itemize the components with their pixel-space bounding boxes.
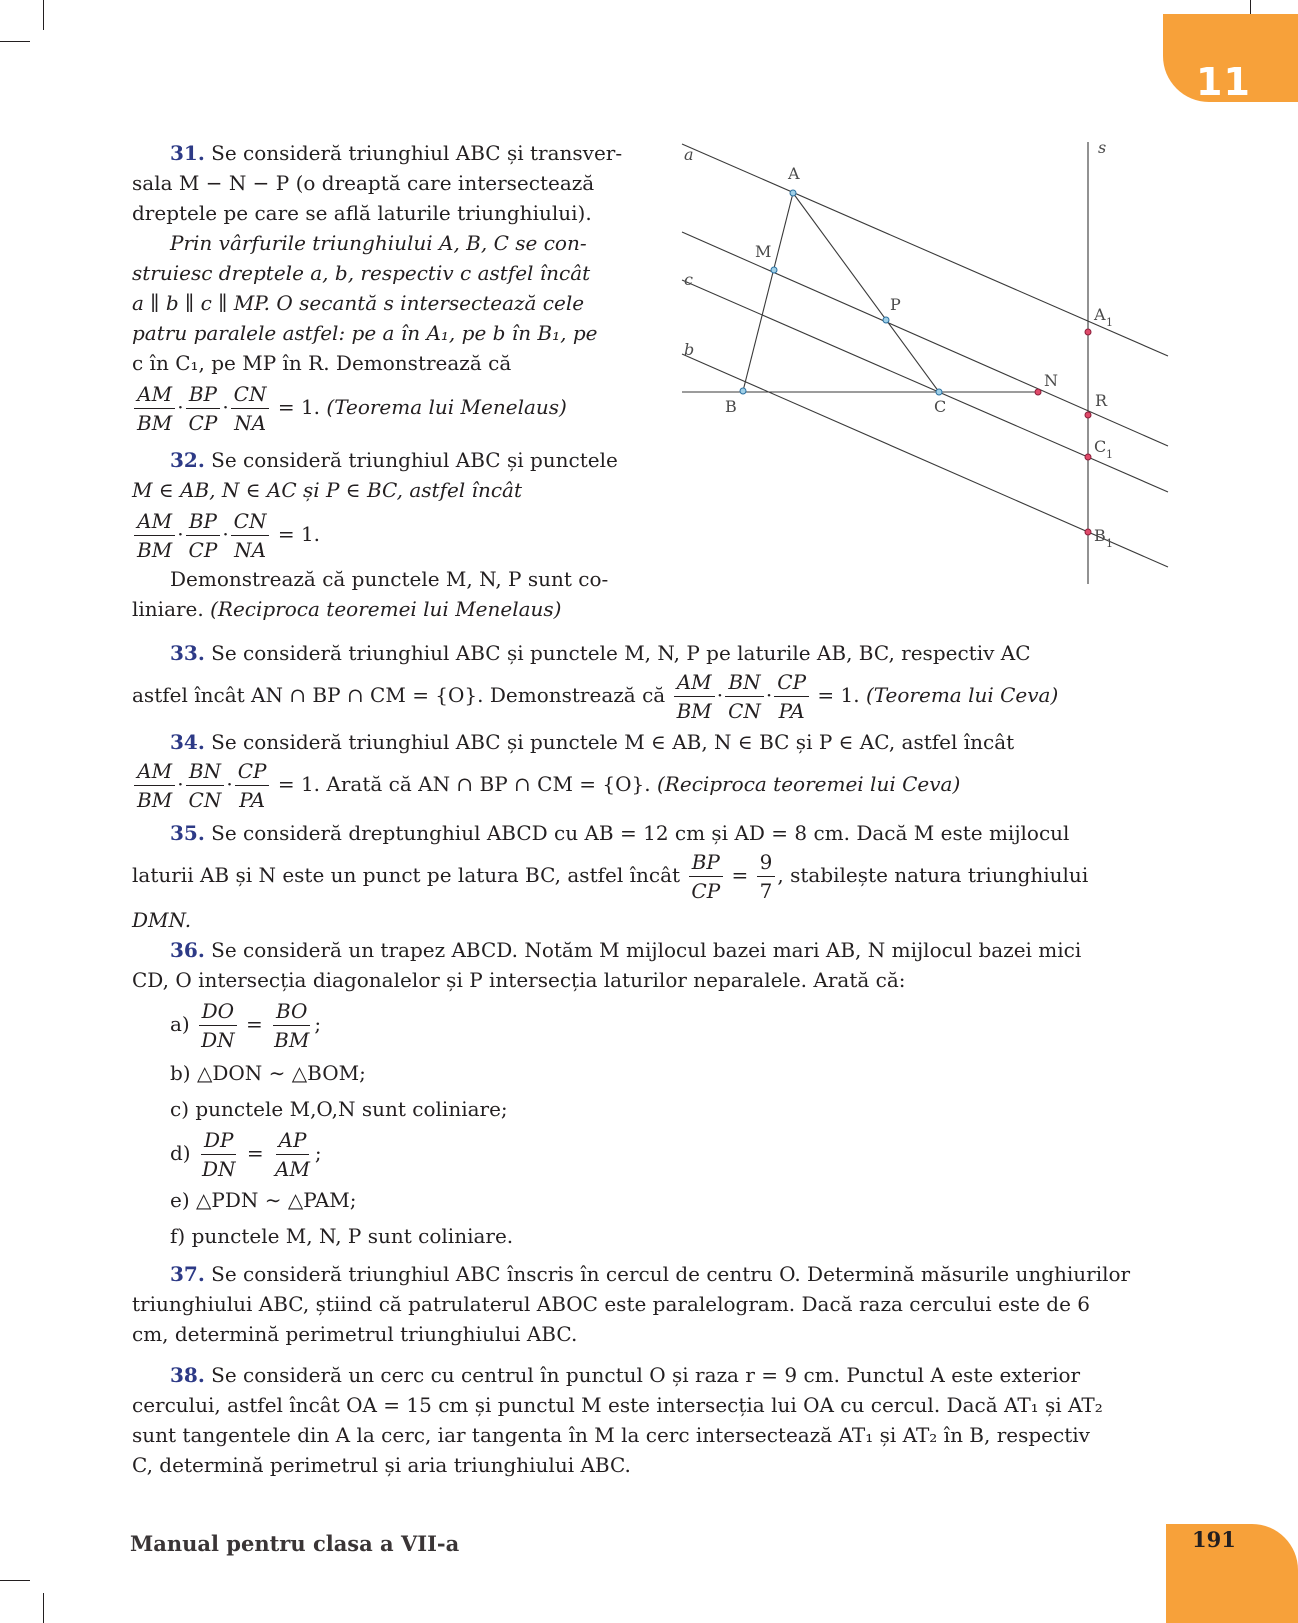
side-ac	[793, 193, 939, 392]
theorem-name: (Teorema lui Ceva)	[865, 683, 1059, 707]
exercise-number: 35.	[170, 821, 205, 845]
point-r	[1085, 412, 1091, 418]
fraction: $\frac{9}{7}$	[757, 848, 776, 905]
label-point-p: P	[890, 295, 901, 314]
equals-sign: =	[731, 863, 749, 887]
formula: $\frac{AM}{BM}$ · $\frac{BP}{CP}$ · $\frac{CN}{NA}$ = 1. (Teorema lui Menelaus)	[132, 380, 640, 437]
text-line: cm, determină perimetrul triunghiului ABC.	[132, 1322, 578, 1346]
text-line: cercului, astfel încât OA = 15 cm și punctul M este intersecția lui OA cu cercul. Dacă AT₁ și AT₂	[132, 1393, 1103, 1417]
label-b-line: b	[684, 340, 695, 359]
menelaus-figure	[684, 138, 1170, 600]
exercise-33	[132, 638, 1166, 725]
text-line: C, determină perimetrul și aria triunghiului ABC.	[132, 1453, 631, 1477]
item-d: d) $\frac{DP}{DN}$ = $\frac{AP}{AM}$ ;	[170, 1128, 322, 1181]
exercise-number: 34.	[170, 730, 205, 754]
text-line: Se consideră triunghiul ABC înscris în cercul de centru O. Determină măsurile unghiurilor	[211, 1262, 1131, 1286]
text-line: Se consideră triunghiul ABC și punctele M ∈ AB, N ∈ BC și P ∈ AC, astfel încât	[211, 730, 1015, 754]
label-point-b1: B	[1094, 526, 1106, 545]
point-n	[1035, 389, 1041, 395]
point-c1	[1085, 454, 1091, 460]
fraction: $\frac{CP}{PA}$	[235, 757, 270, 814]
fraction: $\frac{AM}{BM}$	[134, 380, 175, 437]
exercise-37	[132, 1259, 1166, 1349]
text-line: struiesc dreptele a, b, respectiv c astfel încât	[132, 261, 591, 285]
crop-mark	[0, 1580, 30, 1581]
label-point-c1: C	[1094, 437, 1107, 456]
point-p	[883, 317, 889, 323]
fraction: $\frac{DO}{DN}$	[198, 997, 238, 1054]
label-point-b: B	[725, 397, 737, 416]
text-line: sala M − N − P (o dreaptă care intersectează	[132, 171, 595, 195]
text-line: dreptele pe care se află laturile triunghiului).	[132, 201, 592, 225]
text-line: astfel încât AN ∩ BP ∩ CM = {O}. Demonstrează că	[132, 683, 666, 707]
label-point-c: C	[934, 397, 947, 416]
item-f: f) punctele M, N, P sunt coliniare.	[170, 1224, 514, 1248]
theorem-name: (Reciproca teoremei lui Menelaus)	[210, 597, 562, 621]
fraction: $\frac{BO}{BM}$	[274, 999, 310, 1052]
point-m	[771, 267, 777, 273]
crop-mark	[0, 41, 30, 42]
item-b: b) △DON ∼ △BOM;	[170, 1061, 366, 1085]
text-line: Se consideră triunghiul ABC și transver-	[211, 141, 623, 165]
formula-line: astfel încât AN ∩ BP ∩ CM = {O}. Demonstrează că $\frac{AM}{BM}$ · $\frac{BN}{CN}$ · $\frac{CP}{PA}$ = 1. (Teorema lui Ceva)	[132, 670, 1059, 723]
theorem-name: (Teorema lui Menelaus)	[326, 395, 567, 419]
chapter-number: 11	[1196, 60, 1251, 104]
equals-one: = 1.	[277, 395, 321, 419]
label-point-m: M	[755, 242, 772, 261]
text-line: Prin vârfurile triunghiului A, B, C se con-	[170, 231, 587, 255]
text-line: patru paralele astfel: pe a în A₁, pe b în B₁, pe	[132, 321, 598, 345]
exercise-number: 32.	[170, 448, 205, 472]
exercise-34	[132, 727, 1166, 814]
fraction: $\frac{CN}{NA}$	[231, 507, 270, 564]
fraction: $\frac{CP}{PA}$	[774, 668, 809, 725]
formula-line	[132, 848, 1166, 905]
fraction: $\frac{BN}{CN}$	[725, 668, 764, 725]
point-c	[936, 389, 942, 395]
fraction: $\frac{CN}{NA}$	[231, 380, 270, 437]
fraction: $\frac{AM}{BM}$	[674, 668, 715, 725]
label-point-a1: A	[1094, 305, 1106, 324]
text-line: Se consideră triunghiul ABC și punctele M, N, P pe laturile AB, BC, respectiv AC	[211, 641, 1031, 665]
text-line: triunghiului ABC, știind că patrulaterul ABOC este paralelogram. Dacă raza cercului este de 6	[132, 1292, 1091, 1316]
label-point-r: R	[1095, 391, 1108, 410]
exercise-number: 31.	[170, 141, 205, 165]
crop-mark	[43, 0, 44, 30]
fraction: $\frac{DP}{DN}$	[201, 1128, 236, 1181]
formula: $\frac{AM}{BM}$ · $\frac{BP}{CP}$ · $\frac{CN}{NA}$ = 1.	[132, 507, 640, 564]
text-line: , stabilește natura triunghiului	[777, 863, 1089, 887]
label-c1-sub: 1	[1106, 448, 1113, 461]
fraction: $\frac{BP}{CP}$	[186, 507, 221, 564]
exercise-number: 37.	[170, 1262, 205, 1286]
point-a	[790, 190, 796, 196]
fraction: $\frac{BP}{CP}$	[688, 848, 723, 905]
book-title: Manual pentru clasa a VII-a	[130, 1531, 460, 1556]
text-line: Se consideră un cerc cu centrul în punctul O și raza r = 9 cm. Punctul A este exterior	[211, 1363, 1081, 1387]
text-line: Se consideră un trapez ABCD. Notăm M mijlocul bazei mari AB, N mijlocul bazei mici	[211, 938, 1082, 962]
theorem-name: (Reciproca teoremei lui Ceva)	[657, 772, 961, 796]
text-line: a ∥ b ∥ c ∥ MP. O secantă s intersectează cele	[132, 291, 585, 315]
item-e: e) △PDN ∼ △PAM;	[170, 1188, 357, 1212]
label-c-line: c	[684, 270, 693, 289]
label-a-line: a	[684, 145, 694, 164]
side-ab	[743, 193, 793, 391]
fraction: $\frac{BP}{CP}$	[186, 380, 221, 437]
exercise-32	[132, 445, 640, 624]
text-line: sunt tangentele din A la cerc, iar tangenta în M la cerc intersectează AT₁ și AT₂ în B, respectiv	[132, 1423, 1090, 1447]
text-line: DMN.	[132, 908, 192, 932]
point-b	[740, 388, 746, 394]
text-line: = 1. Arată că AN ∩ BP ∩ CM = {O}.	[277, 772, 651, 796]
line-mp	[682, 232, 1168, 446]
text-line: Demonstrează că punctele M, N, P sunt co-	[170, 567, 609, 591]
label-b1-sub: 1	[1106, 537, 1113, 550]
exercise-number: 33.	[170, 641, 205, 665]
fraction: $\frac{BN}{CN}$	[186, 757, 225, 814]
point-a1	[1085, 329, 1091, 335]
page-number: 191	[1192, 1527, 1236, 1552]
text-line: c în C₁, pe MP în R. Demonstrează că	[132, 351, 512, 375]
exercise-31	[132, 138, 640, 437]
crop-mark	[43, 1593, 44, 1623]
text-line: M ∈ AB, N ∈ AC și P ∈ BC, astfel încât	[132, 478, 522, 502]
text-line: Se consideră triunghiul ABC și punctele	[211, 448, 618, 472]
label-a1-sub: 1	[1106, 316, 1113, 329]
exercise-number: 36.	[170, 938, 205, 962]
fraction: $\frac{AP}{AM}$	[275, 1128, 310, 1181]
fraction: $\frac{AM}{BM}$	[134, 757, 175, 814]
exercise-36	[132, 935, 1166, 1251]
label-point-a: A	[788, 164, 800, 183]
text-line: Se consideră dreptunghiul ABCD cu AB = 12 cm și AD = 8 cm. Dacă M este mijlocul	[211, 821, 1070, 845]
formula-line: $\frac{AM}{BM}$ · $\frac{BN}{CN}$ · $\frac{CP}{PA}$ = 1. Arată că AN ∩ BP ∩ CM = {O}. (Reciproca teoremei lui Ceva)	[132, 757, 1166, 814]
fraction: $\frac{AM}{BM}$	[134, 507, 175, 564]
point-b1	[1085, 529, 1091, 535]
exercise-35	[132, 818, 1166, 935]
equals-one: = 1.	[817, 683, 860, 707]
exercise-38	[132, 1360, 1166, 1480]
label-point-n: N	[1044, 371, 1058, 390]
label-s-line: s	[1098, 138, 1107, 157]
item-c: c) punctele M,O,N sunt coliniare;	[170, 1097, 508, 1121]
text-line: liniare.	[132, 597, 204, 621]
item-a: a) $\frac{DO}{DN}$ = $\frac{BO}{BM}$ ;	[170, 999, 322, 1052]
text-line: CD, O intersecția diagonalelor și P intersecția laturilor neparalele. Arată că:	[132, 968, 906, 992]
exercise-number: 38.	[170, 1363, 205, 1387]
text-line: laturii AB și N este un punct pe latura BC, astfel încât	[132, 863, 681, 887]
equals-one: = 1.	[277, 522, 321, 546]
